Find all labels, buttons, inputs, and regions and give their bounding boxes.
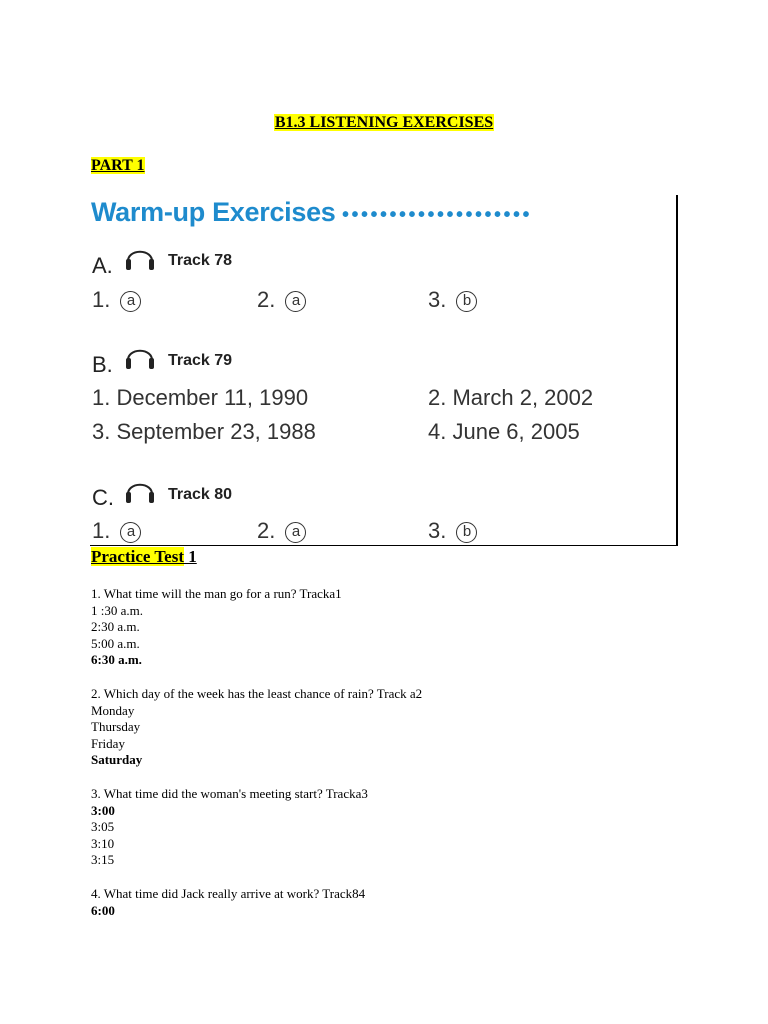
- section-b-date-3: 3. September 23, 1988: [92, 419, 316, 444]
- question-1: [91, 586, 342, 669]
- document-title: B1.3 LISTENING EXERCISES: [274, 114, 494, 131]
- section-c-answer-1: 1. a: [92, 518, 141, 544]
- answer-option: 3:15: [91, 852, 115, 868]
- question-text: 3. What time did the woman's meeting start? Tracka3: [91, 786, 368, 801]
- section-c-answer-2: 2. a: [257, 518, 306, 544]
- question-2: [91, 686, 422, 769]
- answer-option: 1 :30 a.m.: [91, 602, 143, 618]
- correct-answer: 6:00: [91, 902, 115, 918]
- section-c-answer-3: 3. b: [428, 518, 477, 544]
- dotted-rule: ••••••••••••••••••••: [342, 204, 533, 226]
- question-text: 1. What time will the man go for a run? Tracka1: [91, 586, 342, 601]
- section-a-answer-2: 2. a: [257, 287, 306, 313]
- section-a-track: Track 78: [168, 252, 233, 269]
- answer-option: 3:10: [91, 835, 115, 851]
- headphones-icon: [123, 239, 157, 273]
- correct-answer: 6:30 a.m.: [91, 652, 142, 668]
- question-4: [91, 886, 365, 919]
- section-b-track: Track 79: [168, 352, 233, 369]
- section-b-date-4: 4. June 6, 2005: [428, 419, 580, 444]
- question-3: [91, 786, 368, 869]
- warmup-exercises-image: [90, 195, 678, 546]
- headphones-icon: [123, 472, 157, 506]
- section-b-letter: B.: [92, 352, 113, 377]
- answer-option: Monday: [91, 702, 135, 718]
- answer-option: Friday: [91, 735, 125, 751]
- answer-option: 2:30 a.m.: [91, 619, 140, 635]
- answer-option: Thursday: [91, 719, 141, 735]
- section-c-track: Track 80: [168, 486, 233, 503]
- section-a-answer-1: 1. a: [92, 287, 141, 313]
- correct-answer: 3:00: [91, 802, 115, 818]
- headphones-icon: [123, 338, 157, 372]
- section-b-date-1: 1. December 11, 1990: [92, 385, 309, 410]
- question-text: 2. Which day of the week has the least chance of rain? Track a2: [91, 686, 423, 701]
- practice-test-heading: Practice Test 1: [91, 547, 197, 566]
- part-label: PART 1: [91, 157, 145, 174]
- correct-answer: Saturday: [91, 752, 143, 768]
- section-b-date-2: 2. March 2, 2002: [428, 385, 594, 410]
- section-c-letter: C.: [92, 485, 114, 510]
- section-a-letter: A.: [92, 253, 113, 278]
- answer-option: 3:05: [91, 819, 115, 835]
- question-text: 4. What time did Jack really arrive at work? Track84: [91, 886, 366, 901]
- answer-option: 5:00 a.m.: [91, 635, 140, 651]
- warmup-heading: Warm-up Exercises: [91, 197, 336, 227]
- section-a-answer-3: 3. b: [428, 287, 477, 313]
